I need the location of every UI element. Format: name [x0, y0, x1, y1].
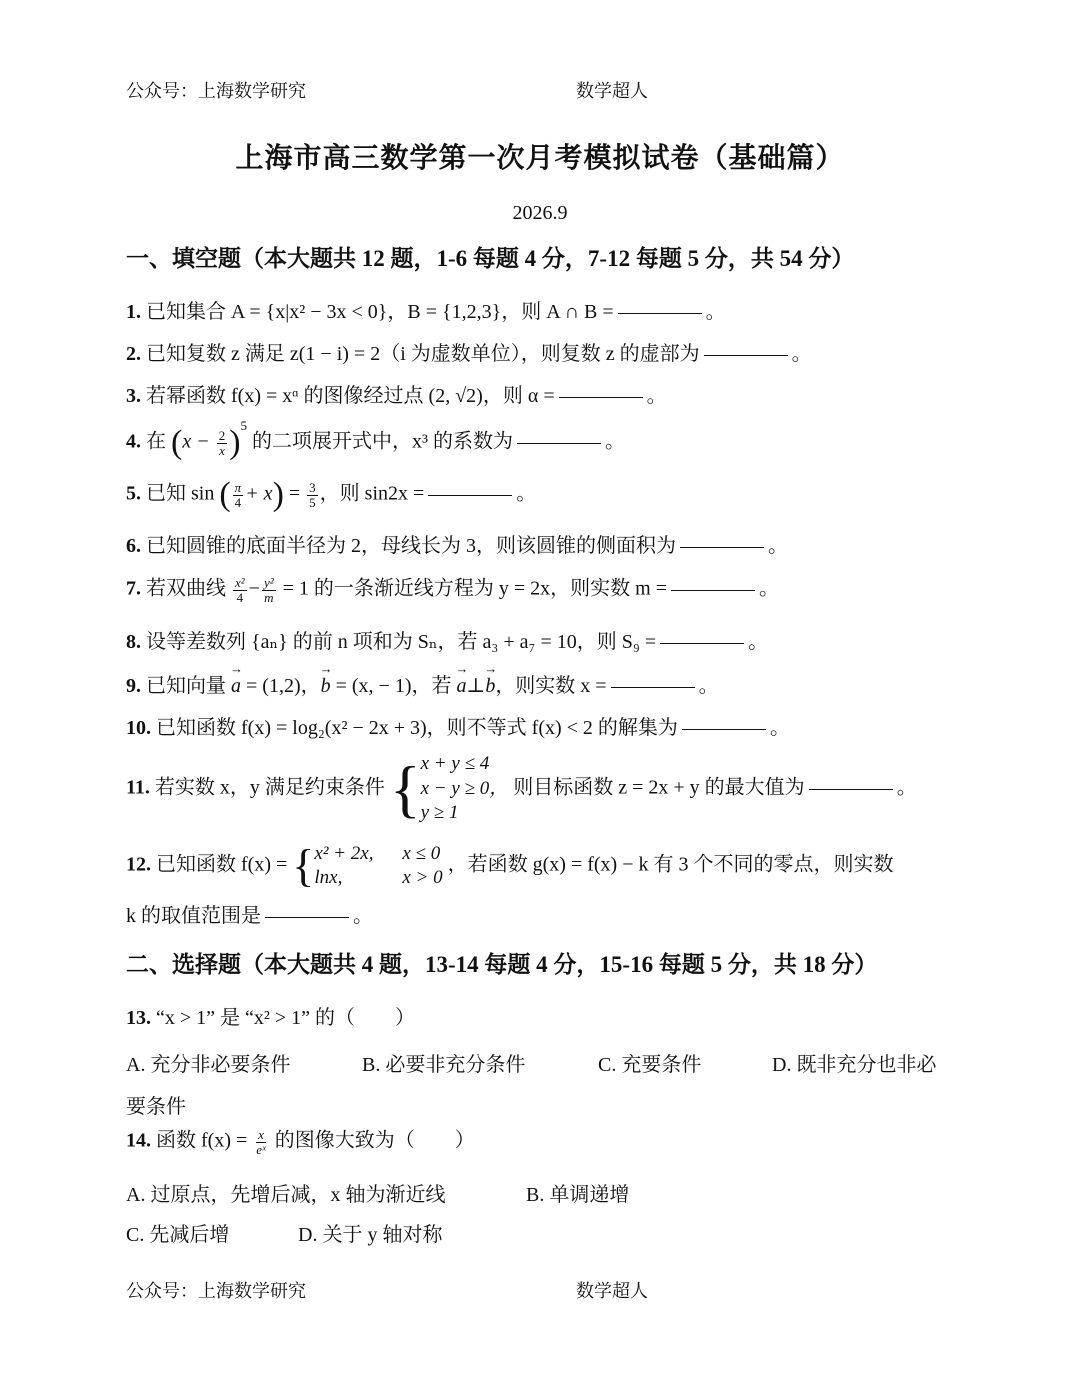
answer-blank[interactable] [671, 589, 755, 591]
q-number: 14. [126, 1129, 151, 1152]
cond-2: x > 0 [402, 866, 443, 888]
answer-blank[interactable] [660, 642, 744, 644]
q-text: 若幂函数 f(x) = xᵅ 的图像经过点 (2, √2)，则 α = [146, 385, 555, 407]
question-7 [126, 576, 779, 604]
q-number: 10. [126, 717, 151, 739]
q-end: 。 [768, 535, 788, 557]
piecewise [314, 842, 442, 890]
question-10 [126, 718, 790, 738]
answer-blank[interactable] [680, 546, 764, 548]
paren-left: ( [219, 476, 231, 513]
piece-1: x² + 2x, [314, 843, 374, 864]
answer-blank[interactable] [265, 916, 349, 918]
constraint-2: x − y ≥ 0， [420, 777, 509, 799]
denominator: eˣ [256, 1141, 266, 1157]
q-number: 13. [126, 1007, 151, 1029]
q-end: 。 [646, 385, 667, 407]
fraction [262, 576, 276, 604]
q-number: 1. [126, 301, 141, 323]
option-13-d[interactable]: D. 既非充分也非必 [772, 1054, 937, 1076]
q-expr: = [288, 482, 301, 505]
question-5 [126, 478, 536, 512]
question-4 [126, 417, 626, 461]
question-11 [126, 752, 917, 826]
answer-blank[interactable] [704, 354, 788, 356]
q-text: 的图像大致为（ ） [274, 1129, 475, 1152]
q-end: 。 [896, 776, 917, 799]
question-1 [126, 302, 726, 322]
q-number: 2. [126, 343, 141, 365]
paren-right: ) [229, 424, 241, 461]
option-13-d-cont: 要条件 [126, 1096, 186, 1118]
fraction [254, 1128, 267, 1156]
question-2 [126, 344, 812, 364]
numerator: π [234, 479, 242, 495]
q-text: k 的取值范围是 [126, 905, 261, 927]
q-expr: ⊥ [466, 675, 486, 697]
q-text: ，则 sin2x = [319, 482, 425, 505]
q-expr: − [248, 577, 260, 600]
q-text: 已知 sin [146, 482, 215, 505]
denominator: m [264, 589, 274, 605]
answer-blank[interactable] [559, 396, 643, 398]
numerator: 3 [309, 479, 316, 495]
answer-blank[interactable] [809, 788, 893, 790]
page-title: 上海市高三数学第一次月考模拟试卷（基础篇） [235, 143, 845, 174]
q-number: 7. [126, 577, 141, 600]
header-account: 公众号：上海数学研究 [126, 81, 306, 101]
q-text: 则目标函数 z = 2x + y 的最大值为 [513, 776, 805, 799]
q-text: 若实数 x，y 满足约束条件 [154, 776, 385, 799]
q-end: 。 [791, 343, 812, 365]
q-text: 在 [146, 430, 166, 453]
exponent: 5 [240, 417, 248, 433]
brace: { [292, 839, 315, 891]
vector-a: a → [457, 676, 467, 696]
question-14 [126, 1128, 475, 1156]
q-text: 若双曲线 [146, 577, 226, 600]
numerator: y² [263, 575, 274, 590]
q-text: ，则实数 x = [495, 675, 607, 697]
q-text: 已知函数 f(x) = [156, 853, 288, 876]
vector-b: b → [321, 676, 331, 696]
answer-blank[interactable] [428, 494, 512, 496]
q-text: ，若函数 g(x) = f(x) − k 有 3 个不同的零点，则实数 [447, 853, 894, 876]
q-expr: = (x, − 1)，若 [335, 675, 452, 697]
denominator: 4 [234, 494, 242, 510]
q-end: 。 [759, 577, 780, 600]
denominator: x [219, 442, 225, 458]
option-14-d[interactable]: D. 关于 y 轴对称 [298, 1224, 443, 1246]
numerator: x² [235, 575, 245, 590]
section-multiple-choice: 二、选择题（本大题共 4 题，13-14 每题 4 分，15-16 每题 5 分，共 18 分） [126, 952, 878, 977]
vector-b: b → [485, 676, 495, 696]
q-expr: x − [182, 430, 210, 453]
q-end: 。 [769, 717, 790, 739]
option-13-c[interactable]: C. 充要条件 [598, 1054, 702, 1076]
denominator: 5 [309, 494, 316, 510]
q-text: 已知函数 f(x) = log₂(x² − 2x + 3)，则不等式 f(x) < 2 的解集为 [156, 717, 678, 739]
q-end: 。 [705, 301, 726, 323]
option-13-b[interactable]: B. 必要非充分条件 [362, 1054, 526, 1076]
fraction [233, 481, 244, 509]
paren-right: ) [272, 476, 284, 513]
fraction [217, 429, 228, 457]
brace: { [389, 753, 421, 825]
q-end: 。 [353, 905, 373, 927]
q-end: 。 [698, 675, 719, 697]
q-text: 已知复数 z 满足 z(1 − i) = 2（i 为虚数单位），则复数 z 的虚部为 [146, 343, 700, 365]
answer-blank[interactable] [611, 686, 695, 688]
q-end: 。 [605, 430, 626, 453]
q-text: 设等差数列 {aₙ} 的前 n 项和为 Sₙ，若 a₃ + a₇ = 10，则 S₉ = [146, 631, 657, 653]
header-brand: 数学超人 [576, 81, 648, 101]
answer-blank[interactable] [618, 312, 702, 314]
q-text: 的二项展开式中，x³ 的系数为 [252, 430, 514, 453]
q-number: 11. [126, 776, 150, 799]
piece-2: lnx, [314, 866, 343, 888]
q-text: 已知圆锥的底面半径为 2，母线长为 3，则该圆锥的侧面积为 [146, 535, 676, 557]
option-14-b[interactable]: B. 单调递增 [526, 1184, 630, 1206]
numerator: 2 [218, 427, 226, 443]
denominator: 4 [236, 589, 244, 605]
constraint-system [421, 752, 509, 826]
question-13 [126, 1008, 415, 1028]
answer-blank[interactable] [517, 442, 601, 444]
q-text: “x > 1” 是 “x² > 1” 的（ ） [156, 1007, 416, 1029]
answer-blank[interactable] [682, 728, 766, 730]
q-number: 6. [126, 535, 141, 557]
cond-1: x ≤ 0 [402, 843, 441, 864]
fraction [233, 576, 247, 604]
paren-left: ( [171, 424, 183, 461]
q-text: 已知集合 A = {x|x² − 3x < 0}，B = {1,2,3}，则 A ∩ B = [146, 301, 614, 323]
question-9 [126, 676, 719, 696]
constraint-1: x + y ≤ 4 [420, 753, 490, 774]
option-13-a[interactable]: A. 充分非必要条件 [126, 1054, 291, 1076]
q-expr: + x [245, 482, 273, 505]
footer-brand: 数学超人 [576, 1281, 648, 1301]
q-number: 8. [126, 631, 141, 653]
footer-account: 公众号：上海数学研究 [126, 1281, 306, 1301]
question-12-cont [126, 906, 373, 926]
vector-a: a → [231, 676, 241, 696]
q-text: = 1 的一条渐近线方程为 y = 2x，则实数 m = [282, 577, 668, 600]
q-end: 。 [516, 482, 537, 505]
q-text: 已知向量 [146, 675, 226, 697]
numerator: x [258, 1127, 264, 1142]
question-3 [126, 386, 667, 406]
q-number: 9. [126, 675, 141, 697]
q-number: 3. [126, 385, 141, 407]
option-14-a[interactable]: A. 过原点，先增后减，x 轴为渐近线 [126, 1184, 446, 1206]
q-text: 函数 f(x) = [156, 1129, 248, 1152]
constraint-3: y ≥ 1 [420, 802, 459, 824]
fraction [307, 481, 318, 509]
option-14-c[interactable]: C. 先减后增 [126, 1224, 230, 1246]
q-number: 5. [126, 482, 141, 505]
question-12 [126, 839, 894, 891]
question-6 [126, 536, 788, 556]
q-expr: = (1,2)， [246, 675, 321, 697]
q-end: 。 [748, 631, 769, 653]
exam-date: 2026.9 [512, 202, 568, 224]
q-number: 4. [126, 430, 141, 453]
q-number: 12. [126, 853, 151, 876]
question-8 [126, 632, 768, 652]
section-fill-blank: 一、填空题（本大题共 12 题，1-6 每题 4 分，7-12 每题 5 分，共 54 分） [126, 246, 855, 271]
